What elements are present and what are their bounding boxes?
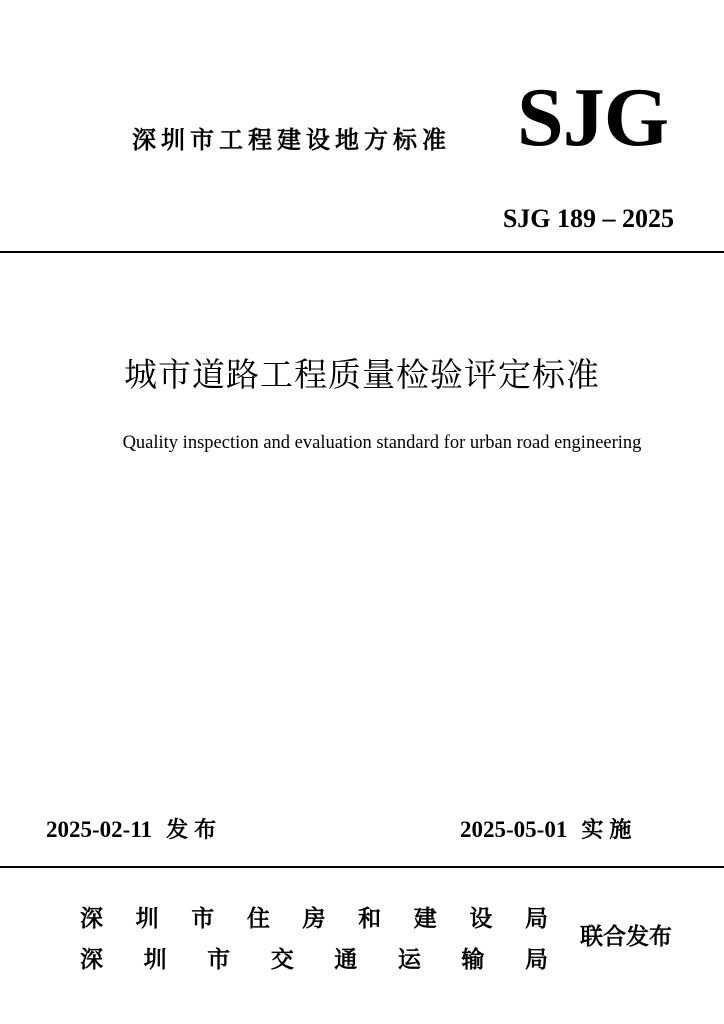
issuer-char: 住 [246,906,270,932]
issuer-housing-bureau [80,908,548,931]
issuer-char: 输 [461,947,485,973]
standard-number: SJG 189 – 2025 [502,204,674,233]
issue-label: 发布 [166,818,223,843]
joint-issue-label: 联合发布 [580,924,672,950]
implement-date-block [460,818,637,842]
issuer-char: 圳 [143,947,167,973]
issuer-char: 深 [80,947,103,973]
issue-date-block [46,818,222,842]
issuer-char: 市 [207,947,231,973]
issuer-char: 通 [334,947,358,973]
issuer-transport-bureau [80,949,548,972]
issuer-char: 房 [302,906,326,932]
issue-date: 2025-02-11 [46,817,153,842]
issuer-char: 局 [525,906,548,932]
standard-category: 深圳市工程建设地方标准 [132,126,451,154]
issuer-char: 建 [413,906,437,932]
issuer-char: 局 [524,947,548,973]
document-title-english: Quality inspection and evaluation standard for urban road engineering [122,433,642,453]
issuer-char: 圳 [135,906,159,932]
issuer-char: 设 [469,906,493,932]
document-title-chinese: 城市道路工程质量检验评定标准 [124,355,600,394]
implement-date: 2025-05-01 [460,817,568,842]
footer-divider [0,866,724,868]
implement-label: 实施 [581,818,638,843]
issuer-char: 市 [191,906,215,932]
issuer-char: 交 [270,947,294,973]
issuer-char: 深 [80,906,103,932]
issuer-char: 和 [358,906,382,932]
header-divider [0,251,724,253]
issuer-char: 运 [397,947,421,973]
sjg-logo: SJG [517,71,669,164]
